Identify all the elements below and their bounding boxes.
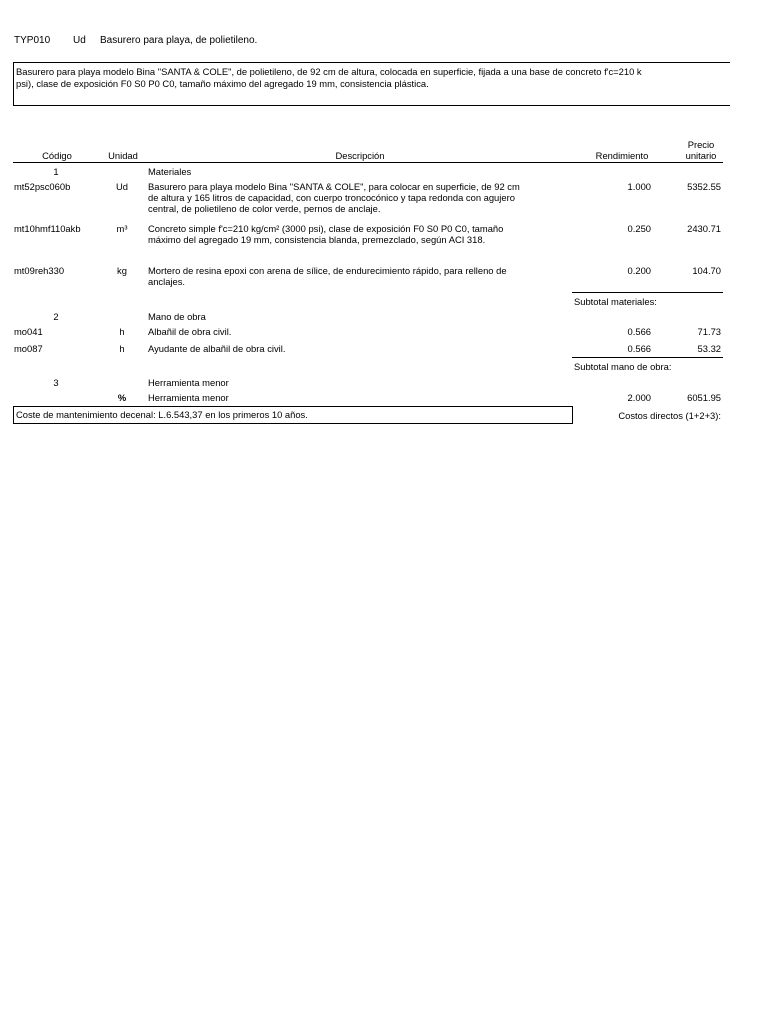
row-description-line: Albañil de obra civil. [148,326,232,337]
row-description-line: máximo del agregado 19 mm, consistencia blanda, premezclado, según ACI 318. [148,234,486,245]
row-code: mt10hmf110akb [14,223,81,234]
subtotal-divider [572,357,723,358]
row-yield: 0.566 [627,326,651,337]
row-unit-price: 71.73 [697,326,721,337]
subtotal-materials-label: Subtotal materiales: [574,296,657,307]
row-code: mt09reh330 [14,265,65,276]
header-divider [13,162,723,163]
section-number: 3 [53,377,59,388]
subtotal-divider [572,292,723,293]
row-description-line: Basurero para playa modelo Bina "SANTA & COLE", para colocar en superficie, de 92 cm [148,181,520,192]
direct-costs-label: Costos directos (1+2+3): [618,410,721,421]
row-description-line: central, de polietileno de color verde, pernos de anclaje. [148,203,381,214]
row-yield: 0.200 [627,265,651,276]
row-yield: 2.000 [627,392,651,403]
description-line-2: psi), clase de exposición F0 S0 P0 C0, tamaño máximo del agregado 19 mm, consistencia plástica. [16,78,429,89]
section-title: Herramienta menor [148,377,229,388]
item-unit: Ud [73,35,86,46]
description-box [13,62,730,106]
description-line-1: Basurero para playa modelo Bina "SANTA & COLE", de polietileno, de 92 cm de altura, colocada en superficie, fijada a una base de concreto f'c=210 k [16,66,642,77]
row-unit: h [119,326,125,337]
row-unit-price: 104.70 [692,265,721,276]
row-description-line: Mortero de resina epoxi con arena de sílice, de endurecimiento rápido, para relleno de [148,265,507,276]
row-unit: m³ [116,223,128,234]
col-header-description: Descripción [335,150,385,161]
item-code: TYP010 [14,35,51,46]
section-title: Mano de obra [148,311,206,322]
row-unit: % [117,392,127,403]
row-unit-price: 53.32 [697,343,721,354]
col-header-yield: Rendimiento [595,150,649,161]
col-header-price-line2: unitario [685,150,717,161]
section-number: 2 [53,311,59,322]
row-code: mt52psc060b [14,181,71,192]
col-header-code: Código [42,150,72,161]
maintenance-cost-text: Coste de mantenimiento decenal: L.6.543,37 en los primeros 10 años. [16,409,308,420]
section-number: 1 [53,166,59,177]
row-code: mo041 [14,326,43,337]
row-unit: kg [117,265,127,276]
row-code: mo087 [14,343,43,354]
row-yield: 1.000 [627,181,651,192]
row-description-line: anclajes. [148,276,186,287]
item-title: Basurero para playa, de polietileno. [100,35,258,46]
row-unit-price: 6051.95 [687,392,721,403]
row-description-line: Herramienta menor [148,392,229,403]
row-description-line: Concreto simple f'c=210 kg/cm² (3000 psi), clase de exposición F0 S0 P0 C0, tamaño [148,223,504,234]
row-unit: h [119,343,125,354]
section-title: Materiales [148,166,192,177]
row-unit-price: 2430.71 [687,223,721,234]
maintenance-box [13,406,573,424]
row-description-line: de altura y 165 litros de capacidad, con cuerpo troncocónico y tapa redonda con agujero [148,192,515,203]
col-header-unit: Unidad [108,150,138,161]
col-header-price-line1: Precio [687,139,715,150]
row-description-line: Ayudante de albañil de obra civil. [148,343,286,354]
row-yield: 0.250 [627,223,651,234]
row-yield: 0.566 [627,343,651,354]
row-unit: Ud [116,181,128,192]
row-unit-price: 5352.55 [687,181,721,192]
subtotal-labor-label: Subtotal mano de obra: [574,361,672,372]
